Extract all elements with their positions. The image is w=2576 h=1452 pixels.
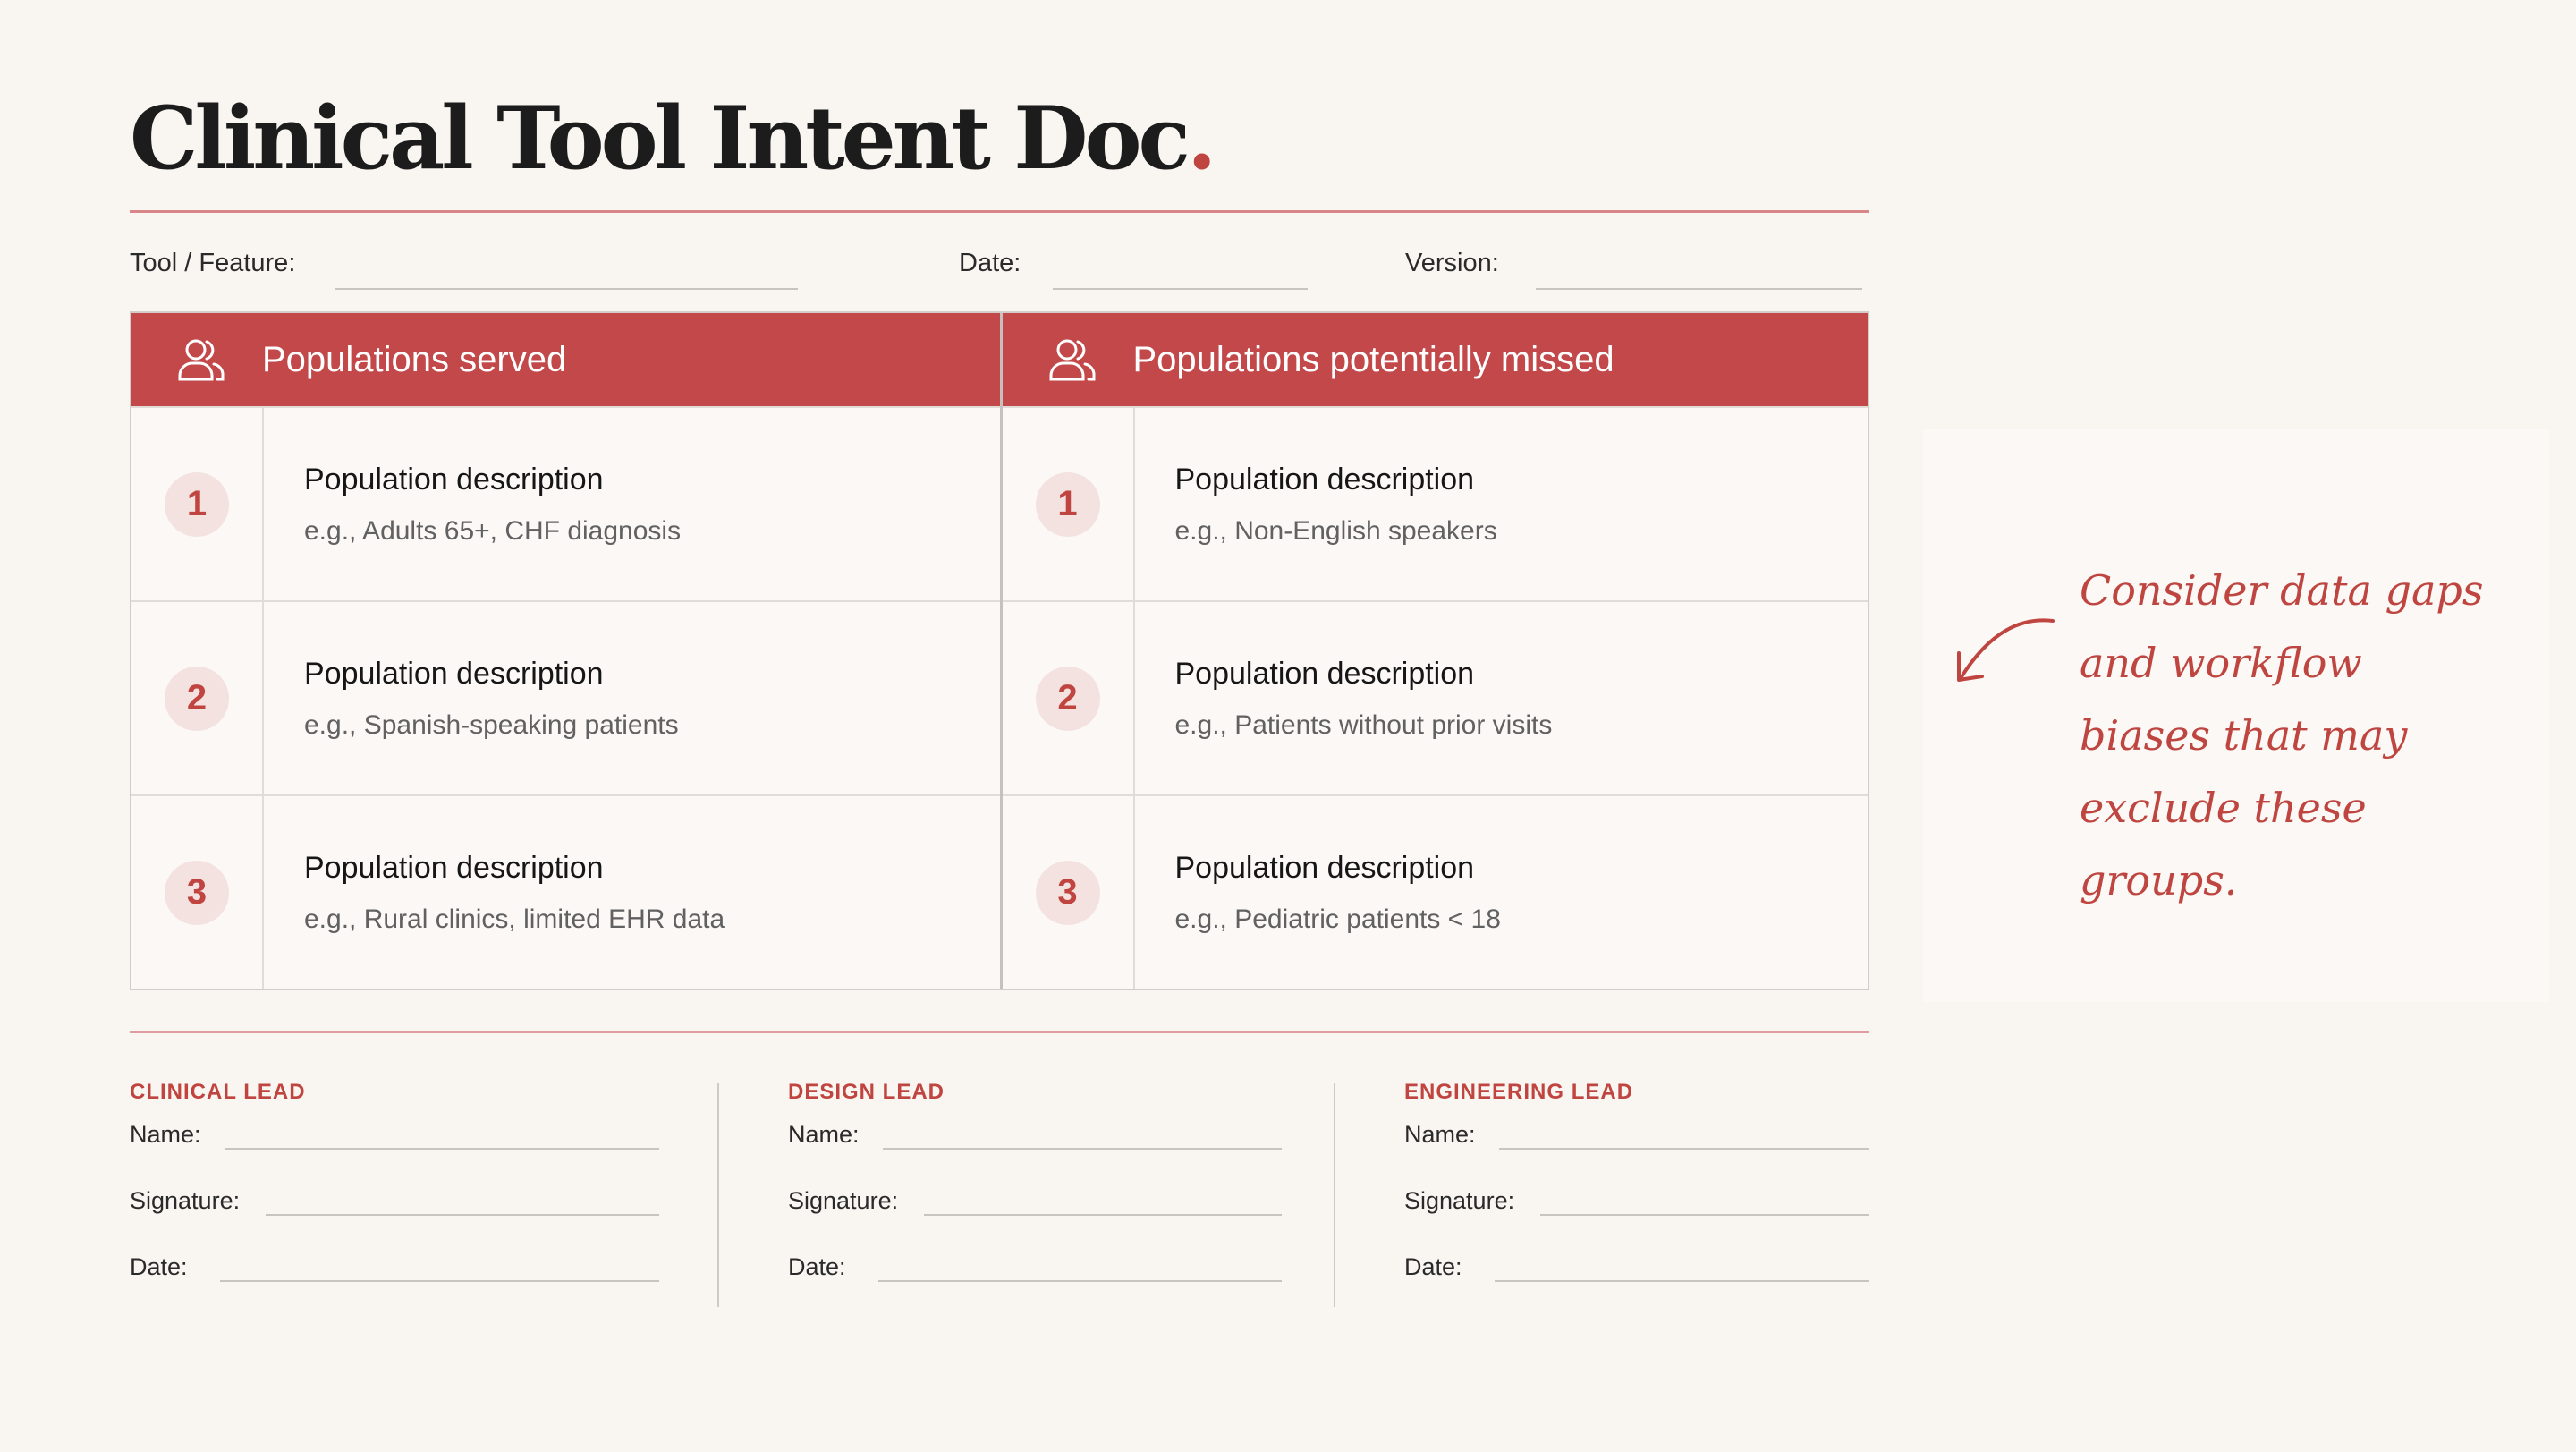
column-divider (717, 1083, 719, 1307)
row-number-badge: 2 (165, 667, 229, 731)
design-lead-title: DESIGN LEAD (788, 1080, 945, 1104)
row-number-badge: 3 (1036, 861, 1100, 925)
page-title (130, 81, 1869, 197)
clinical-lead-block (130, 1080, 659, 1303)
row-example: e.g., Non-English speakers (1174, 515, 1497, 546)
people-icon (176, 336, 226, 383)
row-example: e.g., Spanish-speaking patients (304, 709, 679, 740)
row-title: Population description (1174, 850, 1475, 885)
name-label: Name: (1404, 1121, 1476, 1148)
row-number-cell (1003, 796, 1135, 989)
populations-served-title: Populations served (262, 339, 567, 379)
version-field[interactable] (1536, 288, 1862, 290)
row-number-badge: 1 (1036, 472, 1100, 537)
engineering-date-field[interactable] (1495, 1280, 1869, 1282)
populations-served-header (131, 313, 1000, 406)
signature-label: Signature: (788, 1187, 899, 1214)
row-number-cell (1003, 408, 1135, 600)
table-row (1003, 600, 1868, 794)
clinical-name-row (130, 1105, 659, 1171)
row-example: e.g., Adults 65+, CHF diagnosis (304, 515, 682, 546)
row-title: Population description (304, 656, 604, 691)
engineering-name-row (1404, 1105, 1869, 1171)
title-text: Clinical Tool Intent Doc (130, 88, 1187, 189)
table-row (131, 794, 1000, 989)
engineering-lead-block (1404, 1080, 1869, 1303)
signoff-section (130, 1033, 1869, 1320)
curved-arrow-icon (1950, 608, 2057, 689)
version-label: Version: (1405, 249, 1499, 277)
title-dot: . (1186, 88, 1214, 189)
row-example: e.g., Rural clinics, limited EHR data (304, 904, 725, 934)
row-number-cell (131, 408, 264, 600)
table-row (1003, 794, 1868, 989)
annotation-note (1923, 429, 2549, 1002)
row-text-cell[interactable] (264, 796, 1000, 989)
row-example: e.g., Pediatric patients < 18 (1174, 904, 1501, 934)
row-text-cell[interactable] (264, 602, 1000, 794)
row-title: Population description (1174, 656, 1475, 691)
row-number-cell (131, 796, 264, 989)
engineering-date-row (1404, 1237, 1869, 1303)
clinical-date-row (130, 1237, 659, 1303)
populations-missed-title: Populations potentially missed (1132, 339, 1614, 379)
tool-feature-label: Tool / Feature: (130, 249, 296, 277)
row-number-badge: 1 (165, 472, 229, 537)
design-name-field[interactable] (883, 1148, 1282, 1150)
name-label: Name: (130, 1121, 201, 1148)
row-number-cell (1003, 602, 1135, 794)
column-divider (1334, 1083, 1335, 1307)
row-text-cell[interactable] (264, 408, 1000, 600)
engineering-signature-row (1404, 1171, 1869, 1237)
row-number-cell (131, 602, 264, 794)
engineering-lead-title: ENGINEERING LEAD (1404, 1080, 1634, 1104)
design-date-field[interactable] (878, 1280, 1282, 1282)
populations-table (130, 311, 1869, 990)
date-label: Date: (1404, 1253, 1462, 1280)
populations-missed-column (1000, 313, 1868, 989)
clinical-lead-title: CLINICAL LEAD (130, 1080, 306, 1104)
design-signature-field[interactable] (924, 1214, 1282, 1216)
row-number-badge: 2 (1036, 667, 1100, 731)
clinical-name-field[interactable] (225, 1148, 659, 1150)
row-title: Population description (304, 462, 604, 497)
row-title: Population description (304, 850, 604, 885)
date-label: Date: (959, 249, 1021, 277)
row-title: Population description (1174, 462, 1475, 497)
row-text-cell[interactable] (1135, 602, 1868, 794)
people-icon (1047, 336, 1097, 383)
date-label: Date: (788, 1253, 846, 1280)
document-page (130, 81, 1869, 1320)
clinical-signature-field[interactable] (266, 1214, 659, 1216)
tool-feature-field[interactable] (335, 288, 798, 290)
populations-missed-header (1003, 313, 1868, 406)
design-name-row (788, 1105, 1282, 1171)
table-row (131, 406, 1000, 600)
clinical-date-field[interactable] (220, 1280, 659, 1282)
date-field[interactable] (1053, 288, 1308, 290)
row-example: e.g., Patients without prior visits (1174, 709, 1553, 740)
design-lead-block (788, 1080, 1282, 1303)
clinical-signature-row (130, 1171, 659, 1237)
date-label: Date: (130, 1253, 188, 1280)
annotation-text: Consider data gaps and workflow biases that may exclude these groups. (2080, 566, 2484, 904)
design-signature-row (788, 1171, 1282, 1237)
table-row (131, 600, 1000, 794)
populations-served-column (131, 313, 1000, 989)
row-number-badge: 3 (165, 861, 229, 925)
engineering-signature-field[interactable] (1540, 1214, 1869, 1216)
row-text-cell[interactable] (1135, 408, 1868, 600)
signature-label: Signature: (1404, 1187, 1515, 1214)
table-row (1003, 406, 1868, 600)
name-label: Name: (788, 1121, 860, 1148)
signature-label: Signature: (130, 1187, 241, 1214)
engineering-name-field[interactable] (1499, 1148, 1869, 1150)
meta-row (130, 213, 1869, 293)
row-text-cell[interactable] (1135, 796, 1868, 989)
design-date-row (788, 1237, 1282, 1303)
